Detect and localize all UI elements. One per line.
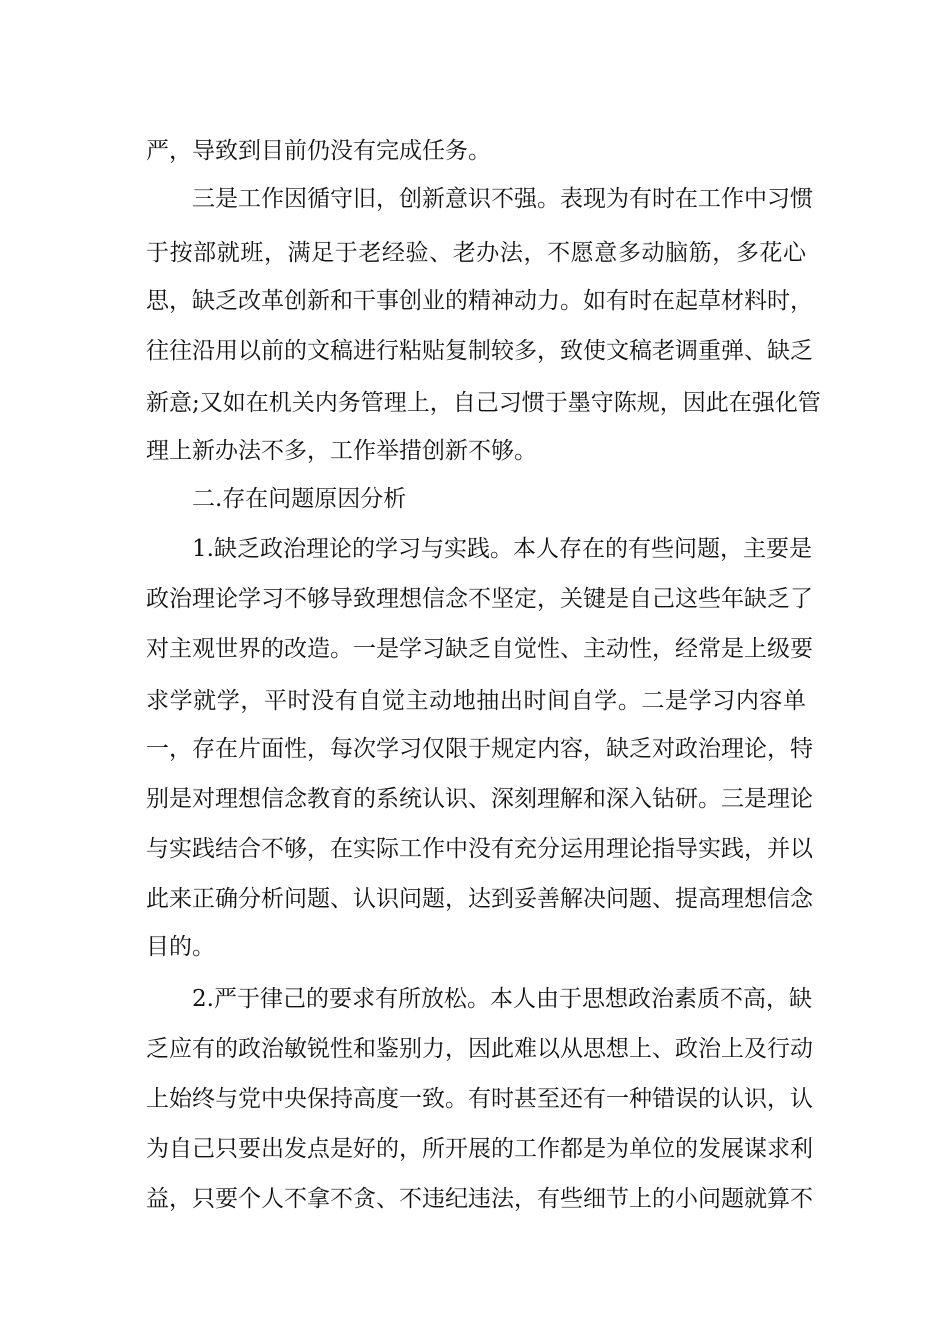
text-line: 对主观世界的改造。一是学习缺乏自觉性、主动性，经常是上级要 [146, 636, 813, 662]
text-line: 理上新办法不多，工作举措创新不够。 [146, 438, 537, 464]
text-line: 上始终与党中央保持高度一致。有时甚至还有一种错误的认识，认 [146, 1086, 813, 1112]
text-line: 乏应有的政治敏锐性和鉴别力，因此难以从思想上、政治上及行动 [146, 1036, 813, 1062]
text-line: 为自己只要出发点是好的，所开展的工作都是为单位的发展谋求利 [146, 1136, 813, 1162]
text-line: 益，只要个人不拿不贪、不违纪违法，有些细节上的小问题就算不 [146, 1186, 813, 1212]
text-line: 于按部就班，满足于老经验、老办法，不愿意多动脑筋，多花心 [146, 240, 806, 266]
text-line: 新意;又如在机关内务管理上，自己习惯于墨守陈规，因此在强化管 [146, 390, 821, 416]
text-line: 2.严于律己的要求有所放松。本人由于思想政治素质不高，缺 [192, 986, 812, 1012]
text-line: 求学就学，平时没有自觉主动地抽出时间自学。二是学习内容单 [146, 688, 806, 714]
text-line: 往往沿用以前的文稿进行粘贴复制较多，致使文稿老调重弹、缺乏 [146, 338, 813, 364]
text-line: 与实践结合不够，在实际工作中没有充分运用理论指导实践，并以 [146, 836, 813, 862]
text-line: 一，存在片面性，每次学习仅限于规定内容，缺乏对政治理论，特 [146, 736, 813, 762]
text-line: 三是工作因循守旧，创新意识不强。表现为有时在工作中习惯 [192, 186, 813, 212]
text-line: 严，导致到目前仍没有完成任务。 [146, 138, 491, 164]
text-line: 目的。 [146, 934, 215, 960]
text-line: 此来正确分析问题、认识问题，达到妥善解决问题、提高理想信念 [146, 886, 813, 912]
section-heading: 二.存在问题原因分析 [192, 486, 407, 512]
text-line: 政治理论学习不够导致理想信念不坚定，关键是自己这些年缺乏了 [146, 586, 813, 612]
text-line: 1.缺乏政治理论的学习与实践。本人存在的有些问题，主要是 [192, 536, 812, 562]
text-line: 别是对理想信念教育的系统认识、深刻理解和深入钻研。三是理论 [146, 786, 813, 812]
text-line: 思，缺乏改革创新和干事创业的精神动力。如有时在起草材料时， [146, 288, 813, 314]
